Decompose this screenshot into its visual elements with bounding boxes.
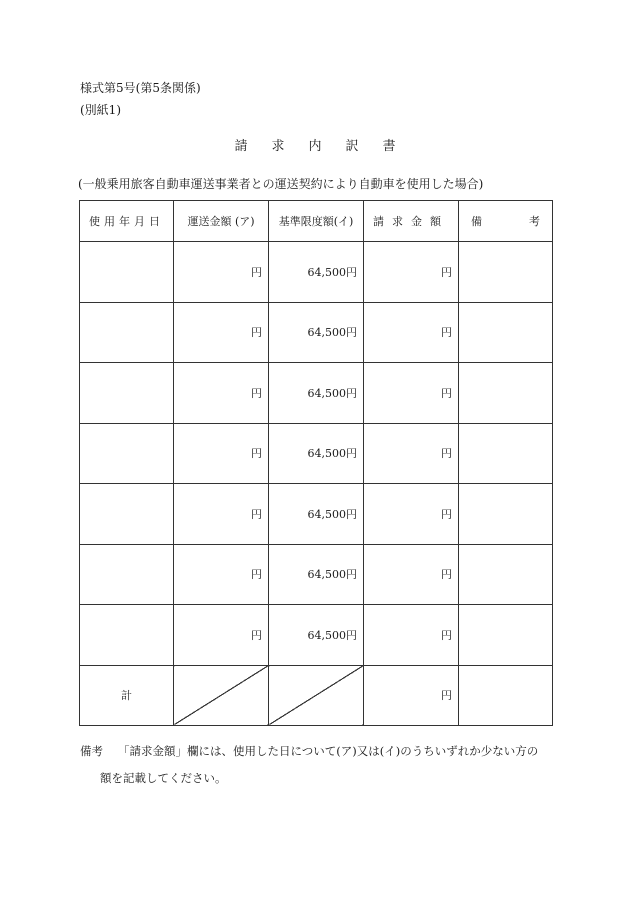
- usage-date-cell[interactable]: [80, 363, 174, 424]
- table-row: [80, 423, 553, 484]
- usage-date-cell[interactable]: [80, 302, 174, 363]
- claim-amount-cell[interactable]: 円: [364, 484, 459, 545]
- usage-date-cell[interactable]: [80, 423, 174, 484]
- total-fare-crossed-cell: [174, 665, 269, 726]
- claim-amount-cell[interactable]: 円: [364, 423, 459, 484]
- header-remarks: 備 考: [459, 201, 553, 242]
- standard-limit-cell: 64,500円: [269, 363, 364, 424]
- total-label: 計: [80, 665, 174, 726]
- total-claim-amount-cell[interactable]: 円: [364, 665, 459, 726]
- claim-breakdown-table: [79, 200, 553, 726]
- document-title: 請求内訳書: [234, 139, 420, 154]
- usage-date-cell[interactable]: [80, 544, 174, 605]
- remarks-cell[interactable]: [459, 302, 553, 363]
- fare-amount-cell[interactable]: 円: [174, 605, 269, 666]
- table-header-row: [80, 201, 553, 242]
- standard-limit-cell: 64,500円: [269, 242, 364, 303]
- claim-amount-cell[interactable]: 円: [364, 605, 459, 666]
- standard-limit-cell: 64,500円: [269, 605, 364, 666]
- fare-amount-cell[interactable]: 円: [174, 423, 269, 484]
- remarks-note-line-1: [80, 738, 560, 765]
- standard-limit-cell: 64,500円: [269, 302, 364, 363]
- standard-limit-cell: 64,500円: [269, 544, 364, 605]
- fare-amount-cell[interactable]: 円: [174, 242, 269, 303]
- usage-date-cell[interactable]: [80, 484, 174, 545]
- fare-amount-cell[interactable]: 円: [174, 544, 269, 605]
- remarks-note-label: 備考: [80, 744, 103, 758]
- remarks-note-line-2: 額を記載してください。: [100, 771, 227, 785]
- remarks-cell[interactable]: [459, 363, 553, 424]
- document-subtitle: (一般乗用旅客自動車運送事業者との運送契約により自動車を使用した場合): [78, 177, 484, 191]
- remarks-cell[interactable]: [459, 544, 553, 605]
- remarks-cell[interactable]: [459, 423, 553, 484]
- claim-amount-cell[interactable]: 円: [364, 242, 459, 303]
- fare-amount-cell[interactable]: 円: [174, 363, 269, 424]
- total-limit-crossed-cell: [269, 665, 364, 726]
- claim-amount-cell[interactable]: 円: [364, 544, 459, 605]
- fare-amount-cell[interactable]: 円: [174, 302, 269, 363]
- header-standard-limit: 基準限度額(イ): [269, 201, 364, 242]
- claim-amount-cell[interactable]: 円: [364, 363, 459, 424]
- table-row: [80, 302, 553, 363]
- table-row: [80, 544, 553, 605]
- remarks-cell[interactable]: [459, 605, 553, 666]
- remarks-cell[interactable]: [459, 242, 553, 303]
- usage-date-cell[interactable]: [80, 605, 174, 666]
- fare-amount-cell[interactable]: 円: [174, 484, 269, 545]
- claim-amount-cell[interactable]: 円: [364, 302, 459, 363]
- remarks-note: [80, 738, 560, 792]
- remarks-cell[interactable]: [459, 484, 553, 545]
- table-row: [80, 605, 553, 666]
- header-claim-amount: 請求金額: [364, 201, 459, 242]
- total-row: [80, 665, 553, 726]
- standard-limit-cell: 64,500円: [269, 484, 364, 545]
- table-row: [80, 484, 553, 545]
- total-remarks-cell[interactable]: [459, 665, 553, 726]
- attachment-label: (別紙1): [80, 103, 121, 117]
- standard-limit-cell: 64,500円: [269, 423, 364, 484]
- table-row: [80, 363, 553, 424]
- header-usage-date: 使用年月日: [80, 201, 174, 242]
- form-number: 様式第5号(第5条関係): [80, 81, 201, 95]
- header-fare-amount: 運送金額 (ア): [174, 201, 269, 242]
- usage-date-cell[interactable]: [80, 242, 174, 303]
- remarks-note-text: 「請求金額」欄には、使用した日について(ア)又は(イ)のうちいずれか少ない方の: [118, 744, 539, 758]
- table-row: [80, 242, 553, 303]
